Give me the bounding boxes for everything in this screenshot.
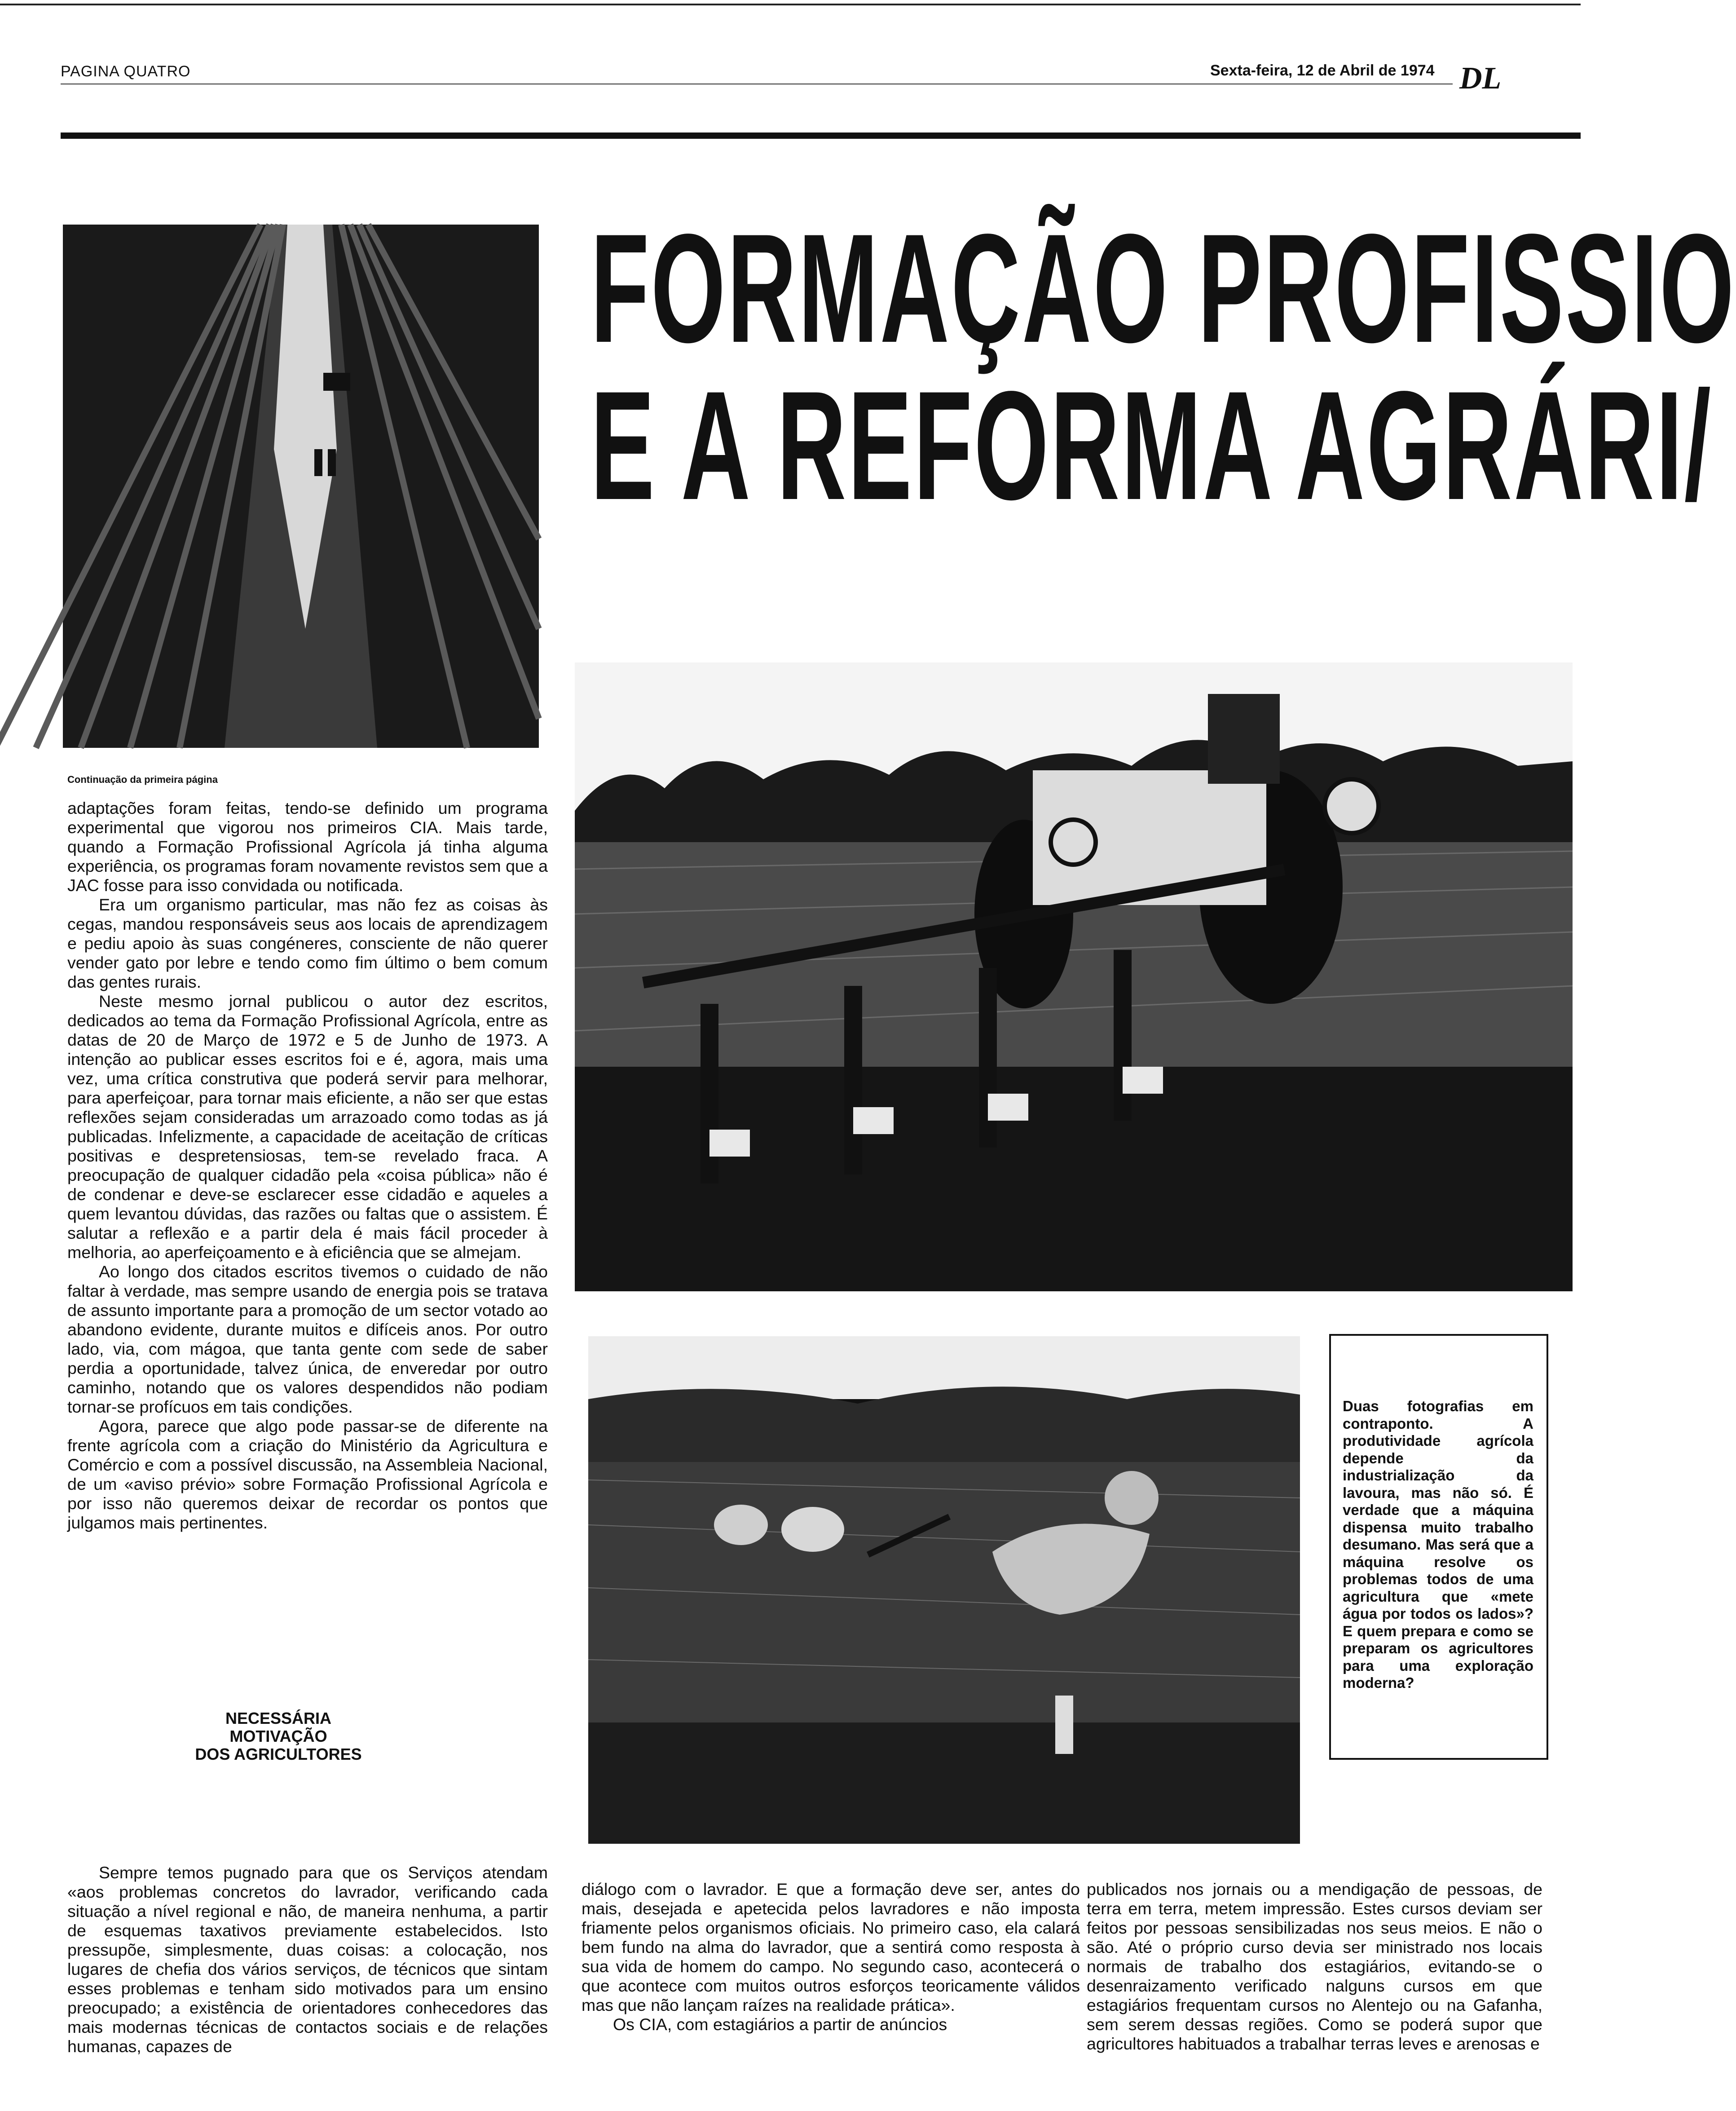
paragraph: Neste mesmo jornal publicou o autor dez escritos, dedicados ao tema da Formação Profissional Agrícola, entre as datas de 20 de Março de 1972 e 5 de Junho de 1973. A intenção ao publicar esses escritos foi e é, agora, mais uma vez, uma crítica construtiva que poderá servir para melhorar, para aperfeiçoar, para tornar mais eficiente, a não ser que estas reflexões sejam consideradas um arrazoado como todas as já publicadas. Infelizmente, a capacidade de aceitação de críticas positivas e despretensiosas, tem-se revelado fraca. A preocupação de qualquer cidadão pela «coisa pública» não é de condenar e deve-se esclarecer esse cidadão e aqueles a quem levantou dúvidas, das razões ou faltas que o assistem. É salutar a reflexão e a partir dela é mais fácil proceder à melhoria, ao aperfeiçoamento e à eficiência que se almejam. [67,992,548,1262]
continuation-label: Continuação da primeira página [67,774,218,785]
newspaper-logo: DL [1459,61,1502,96]
paragraph: adaptações foram feitas, tendo-se definido um programa experimental que vigorou nos primeiros CIA. Mais tarde, quando a Formação Profissional Agrícola já tinha alguma experiência, os programas foram novamente revistos sem que a JAC fosse para isso convidada ou notificada. [67,799,548,895]
subhead-line: MOTIVAÇÃO [229,1727,327,1745]
field-workers-photo [588,1336,1300,1844]
paragraph: Sempre temos pugnado para que os Serviços atendam «aos problemas concretos do lavrador, verificando cada situação a nível regional e não, de maneira nenhuma, a partir de esquemas taxativos previamente estabelecidos. Isto pressupõe, simplesmente, duas coisas: a colocação, nos lugares de chefia dos vários serviços, de técnicos que sintam esses problemas e tenham sido motivados para um ensino preocupado; a existência de orientadores conhecedores das mais modernas técnicas de contactos sociais e de relações humanas, capazes de [67,1863,548,2056]
paragraph: publicados nos jornais ou a mendigação de pessoas, de terra em terra, metem impressão. Estes cursos deviam ser feitos por pessoas sensibilizadas nos seus meios. E não o são. Até o próprio curso devia ser ministrado nos locais normais de trabalho dos estagiários, evitando-se o desenraizamento verificado nalguns cursos em que estagiários frequentam cursos no Alentejo ou na Gafanha, sem serem dessas regiões. Como se poderá supor que agricultores habituados a trabalhar terras leves e arenosas e [1087,1880,1542,2053]
section-subhead [171,1709,386,1763]
paragraph: diálogo com o lavrador. E que a formação deve ser, antes do mais, desejada e apetecida pelos lavradores e não imposta friamente pelos organismos oficiais. No primeiro caso, ela calará bem fundo na alma do lavrador, que a sentirá como resposta à sua vida de homem do campo. No segundo caso, acontecerá o que acontece com muitos outros esforços teoricamente válidos mas que não lançam raízes na realidade prática». [582,1880,1080,2014]
tractor-plough-photo [575,662,1573,1291]
right-column [1087,1880,1542,2054]
photo-caption-box [1329,1334,1548,1760]
issue-date: Sexta-feira, 12 de Abril de 1974 [1210,62,1435,79]
left-column [67,799,548,1532]
field-rows-photo [63,225,539,748]
subhead-line: DOS AGRICULTORES [195,1745,362,1763]
paragraph: Agora, parece que algo pode passar-se de diferente na frente agrícola com a criação do Ministério da Agricultura e Comércio e com a possível discussão, na Assembleia Nacional, de um «aviso prévio» sobre Formação Profissional Agrícola e por isso não queremos deixar de recordar os pontos que julgamos mais pertinentes. [67,1417,548,1532]
headline-line-1: FORMAÇÃO PROFISSIO [590,202,1736,375]
right-margin-mask [1573,61,1581,375]
top-rule [0,4,1581,5]
headline-line-2: E A REFORMA AGRÁRI/ [590,359,1713,532]
paragraph: Os CIA, com estagiários a partir de anúncios [613,2015,947,2034]
page-label: PAGINA QUATRO [61,63,191,80]
middle-column [582,1880,1080,2034]
masthead-bar [61,132,1581,139]
subhead-line: NECESSÁRIA [225,1709,332,1727]
paragraph: Era um organismo particular, mas não fez as coisas às cegas, mandou responsáveis seus aos locais de aprendizagem e pediu apoio às suas congéneres, consciente de não querer vender gato por lebre e tendo como fim último o bem comum das gentes rurais. [67,895,548,991]
photo-caption-text: Duas fotografias em contraponto. A produtividade agrícola depende da industrialização da lavoura, mas não só. É verdade que a máquina dispensa muito trabalho desumano. Mas será que a máquina resolve os problemas todos de uma agricultura que «mete água por todos os lados»? E quem prepara e como se preparam os agricultores para uma exploração moderna? [1343,1398,1533,1691]
left-column-continued [67,1863,548,2056]
paragraph: Ao longo dos citados escritos tivemos o cuidado de não faltar à verdade, mas sempre usando de energia pois se tratava de assunto importante para a promoção de um sector votado ao abandono evidente, durante muitos e difíceis anos. Por outro lado, via, com mágoa, que tanta gente com sede de saber perdia a oportunidade, talvez única, de enveredar por outro caminho, notando que os valores despendidos não podiam tornar-se profícuos em tais condições. [67,1262,548,1416]
